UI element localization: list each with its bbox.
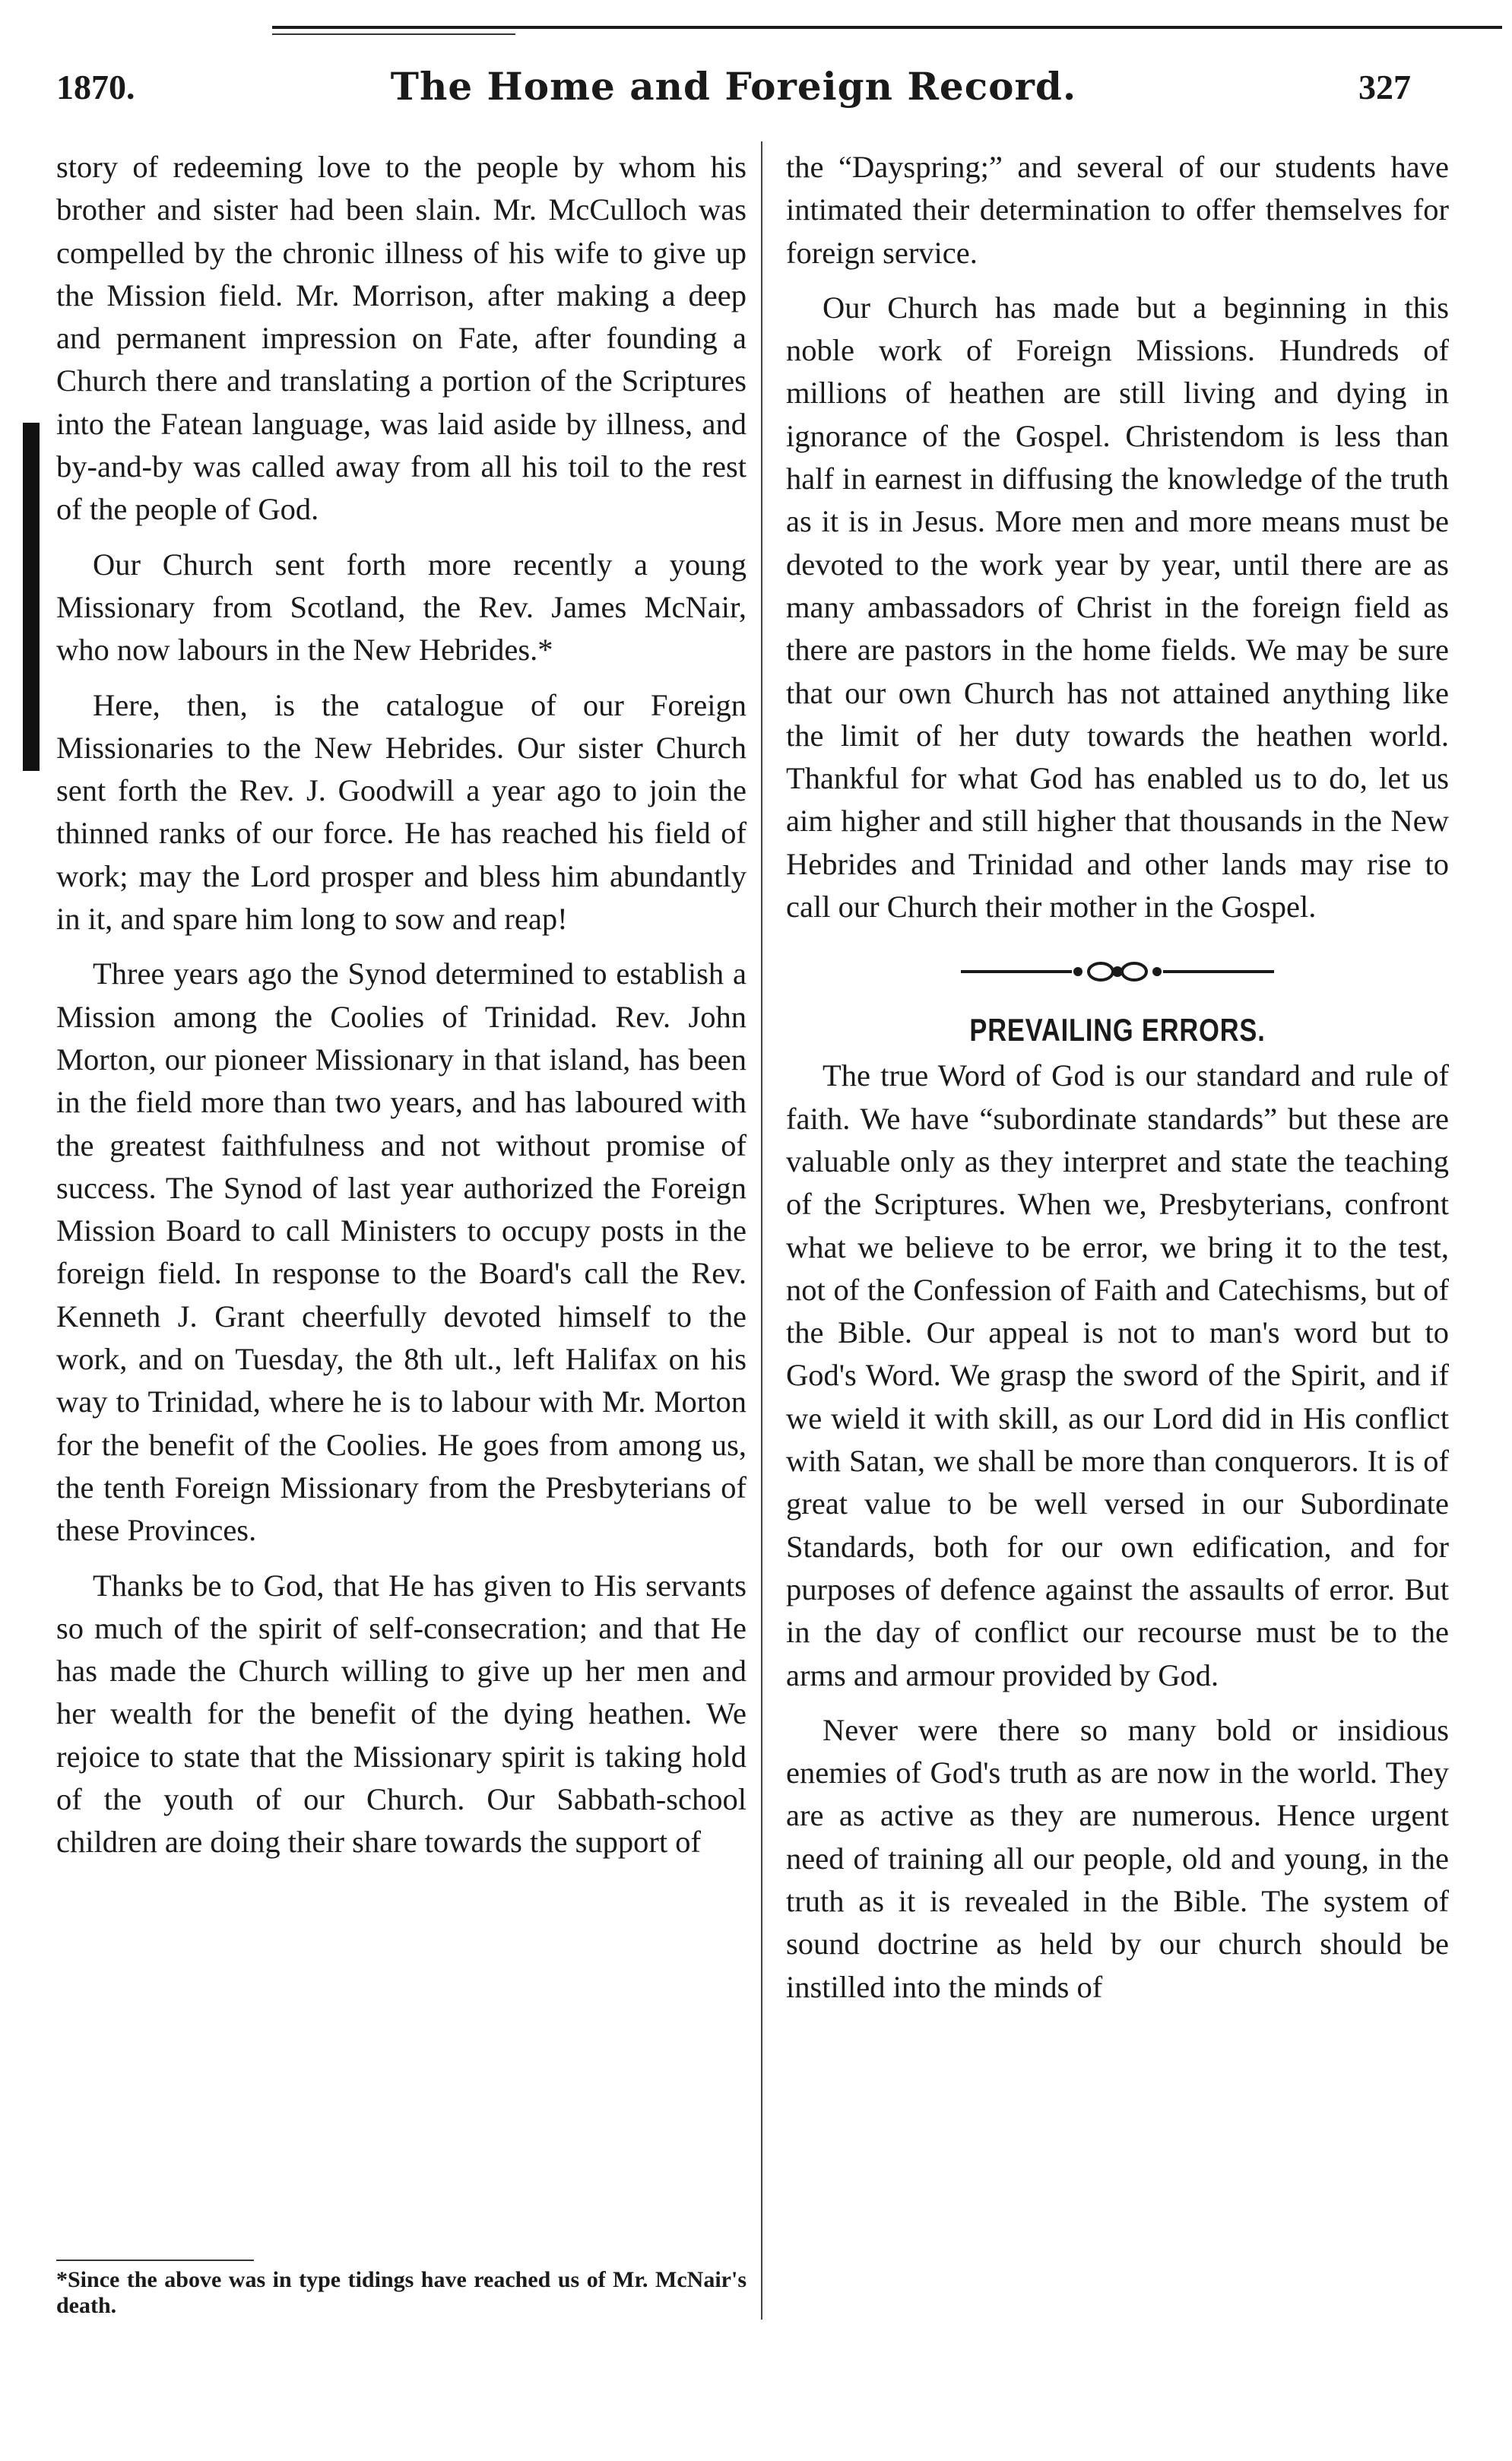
publication-title: The Home and Foreign Record. [390, 64, 1077, 109]
header-year: 1870. [56, 68, 135, 106]
left-paragraph-1: story of redeeming love to the people by whom his brother and sister had been slain. Mr. McCulloch was compelled by the chronic illness of his wife to give up the Mission field. Mr. Morrison, after making a deep and permanent impression on Fate, after founding a Church there and translating a portion of the Scriptures into the Fatean language, was laid aside by illness, and by-and-by was called away from all his toil to the rest of the people of God. [56, 150, 746, 527]
left-column [56, 146, 746, 1864]
left-paragraph-4: Three years ago the Synod determined to establish a Mission among the Coolies of Trinidad. Rev. John Morton, our pioneer Missionary in that island, has been in the field more than two years, and has laboured with the greatest faithfulness and not without promise of success. The Synod of last year authorized the Foreign Mission Board to call Ministers to occupy posts in the foreign field. In response to the Board's call the Rev. Kenneth J. Grant cheerfully devoted himself to the work, and on Tuesday, the 8th ult., left Halifax on his way to Trinidad, where he is to labour with Mr. Morton for the benefit of the Coolies. He goes from among us, the tenth Foreign Missionary from the Presbyterians of these Provinces. [56, 956, 746, 1548]
section-ornament-divider [958, 954, 1277, 989]
right-paragraph-2: Our Church has made but a beginning in this noble work of Foreign Missions. Hundreds of millions of heathen are still living and dying in ignorance of the Gospel. Christendom is less than half in earnest in diffusing the knowledge of the truth as it is in Jesus. More men and more means must be devoted to the work year by year, until there are as many ambassadors of Christ in the foreign field as there are pastors in the home fields. We may be sure that our own Church has not attained anything like the limit of her duty towards the heathen world. Thankful for what God has enabled us to do, let us aim higher and still higher that thousands in the New Hebrides and Trinidad and other lands may rise to call our Church their mother in the Gospel. [786, 290, 1449, 924]
right-paragraph-1: the “Dayspring;” and several of our students have intimated their determination to offer themselves for foreign service. [786, 150, 1449, 270]
footnote-rule [56, 2260, 254, 2261]
page-number: 327 [1358, 68, 1411, 106]
top-rule [272, 26, 1502, 29]
left-paragraph-2: Our Church sent forth more recently a young Missionary from Scotland, the Rev. James McNair, who now labours in the New Hebrides.* [56, 547, 746, 668]
left-paragraph-5: Thanks be to God, that He has given to His servants so much of the spirit of self-consecration; and that He has made the Church willing to give up her men and her wealth for the benefit of the dying heathen. We rejoice to state that the Missionary spirit is taking hold of the youth of our Church. Our Sabbath-school children are doing their share towards the support of [56, 1568, 746, 1860]
margin-marker-bar [23, 423, 40, 771]
right-paragraph-3: The true Word of God is our standard and rule of faith. We have “subordinate standards” but these are valuable only as they interpret and state the teaching of the Scriptures. When we, Presbyterians, confront what we believe to be error, we bring it to the test, not of the Confession of Faith and Catechisms, but of the Bible. Our appeal is not to man's word but to God's Word. We grasp the sword of the Spirit, and if we wield it with skill, as our Lord did in His conflict with Satan, we shall be more than conquerors. It is of great value to be well versed in our Subordinate Standards, both for our own edification, and for purposes of defence against the assaults of error. But in the day of conflict our recourse must be to the arms and armour provided by God. [786, 1058, 1449, 1692]
left-paragraph-3: Here, then, is the catalogue of our Foreign Missionaries to the New Hebrides. Our sister Church sent forth the Rev. J. Goodwill a year ago to join the thinned ranks of our force. He has reached his field of work; may the Lord prosper and bless him abundantly in it, and spare him long to sow and reap! [56, 687, 746, 937]
footnote: *Since the above was in type tidings have reached us of Mr. McNair's death. [56, 2267, 746, 2318]
page-header [56, 64, 1411, 120]
section-heading: PREVAILING ERRORS. [969, 1012, 1266, 1048]
right-column [786, 146, 1449, 2009]
column-divider [761, 141, 762, 2320]
top-rule-accent [272, 33, 515, 35]
right-paragraph-4: Never were there so many bold or insidious enemies of God's truth as are now in the world. They are as active as they are numerous. Hence urgent need of training all our people, old and young, in the truth as it is revealed in the Bible. The system of sound doctrine as held by our church should be instilled into the minds of [786, 1712, 1449, 2004]
